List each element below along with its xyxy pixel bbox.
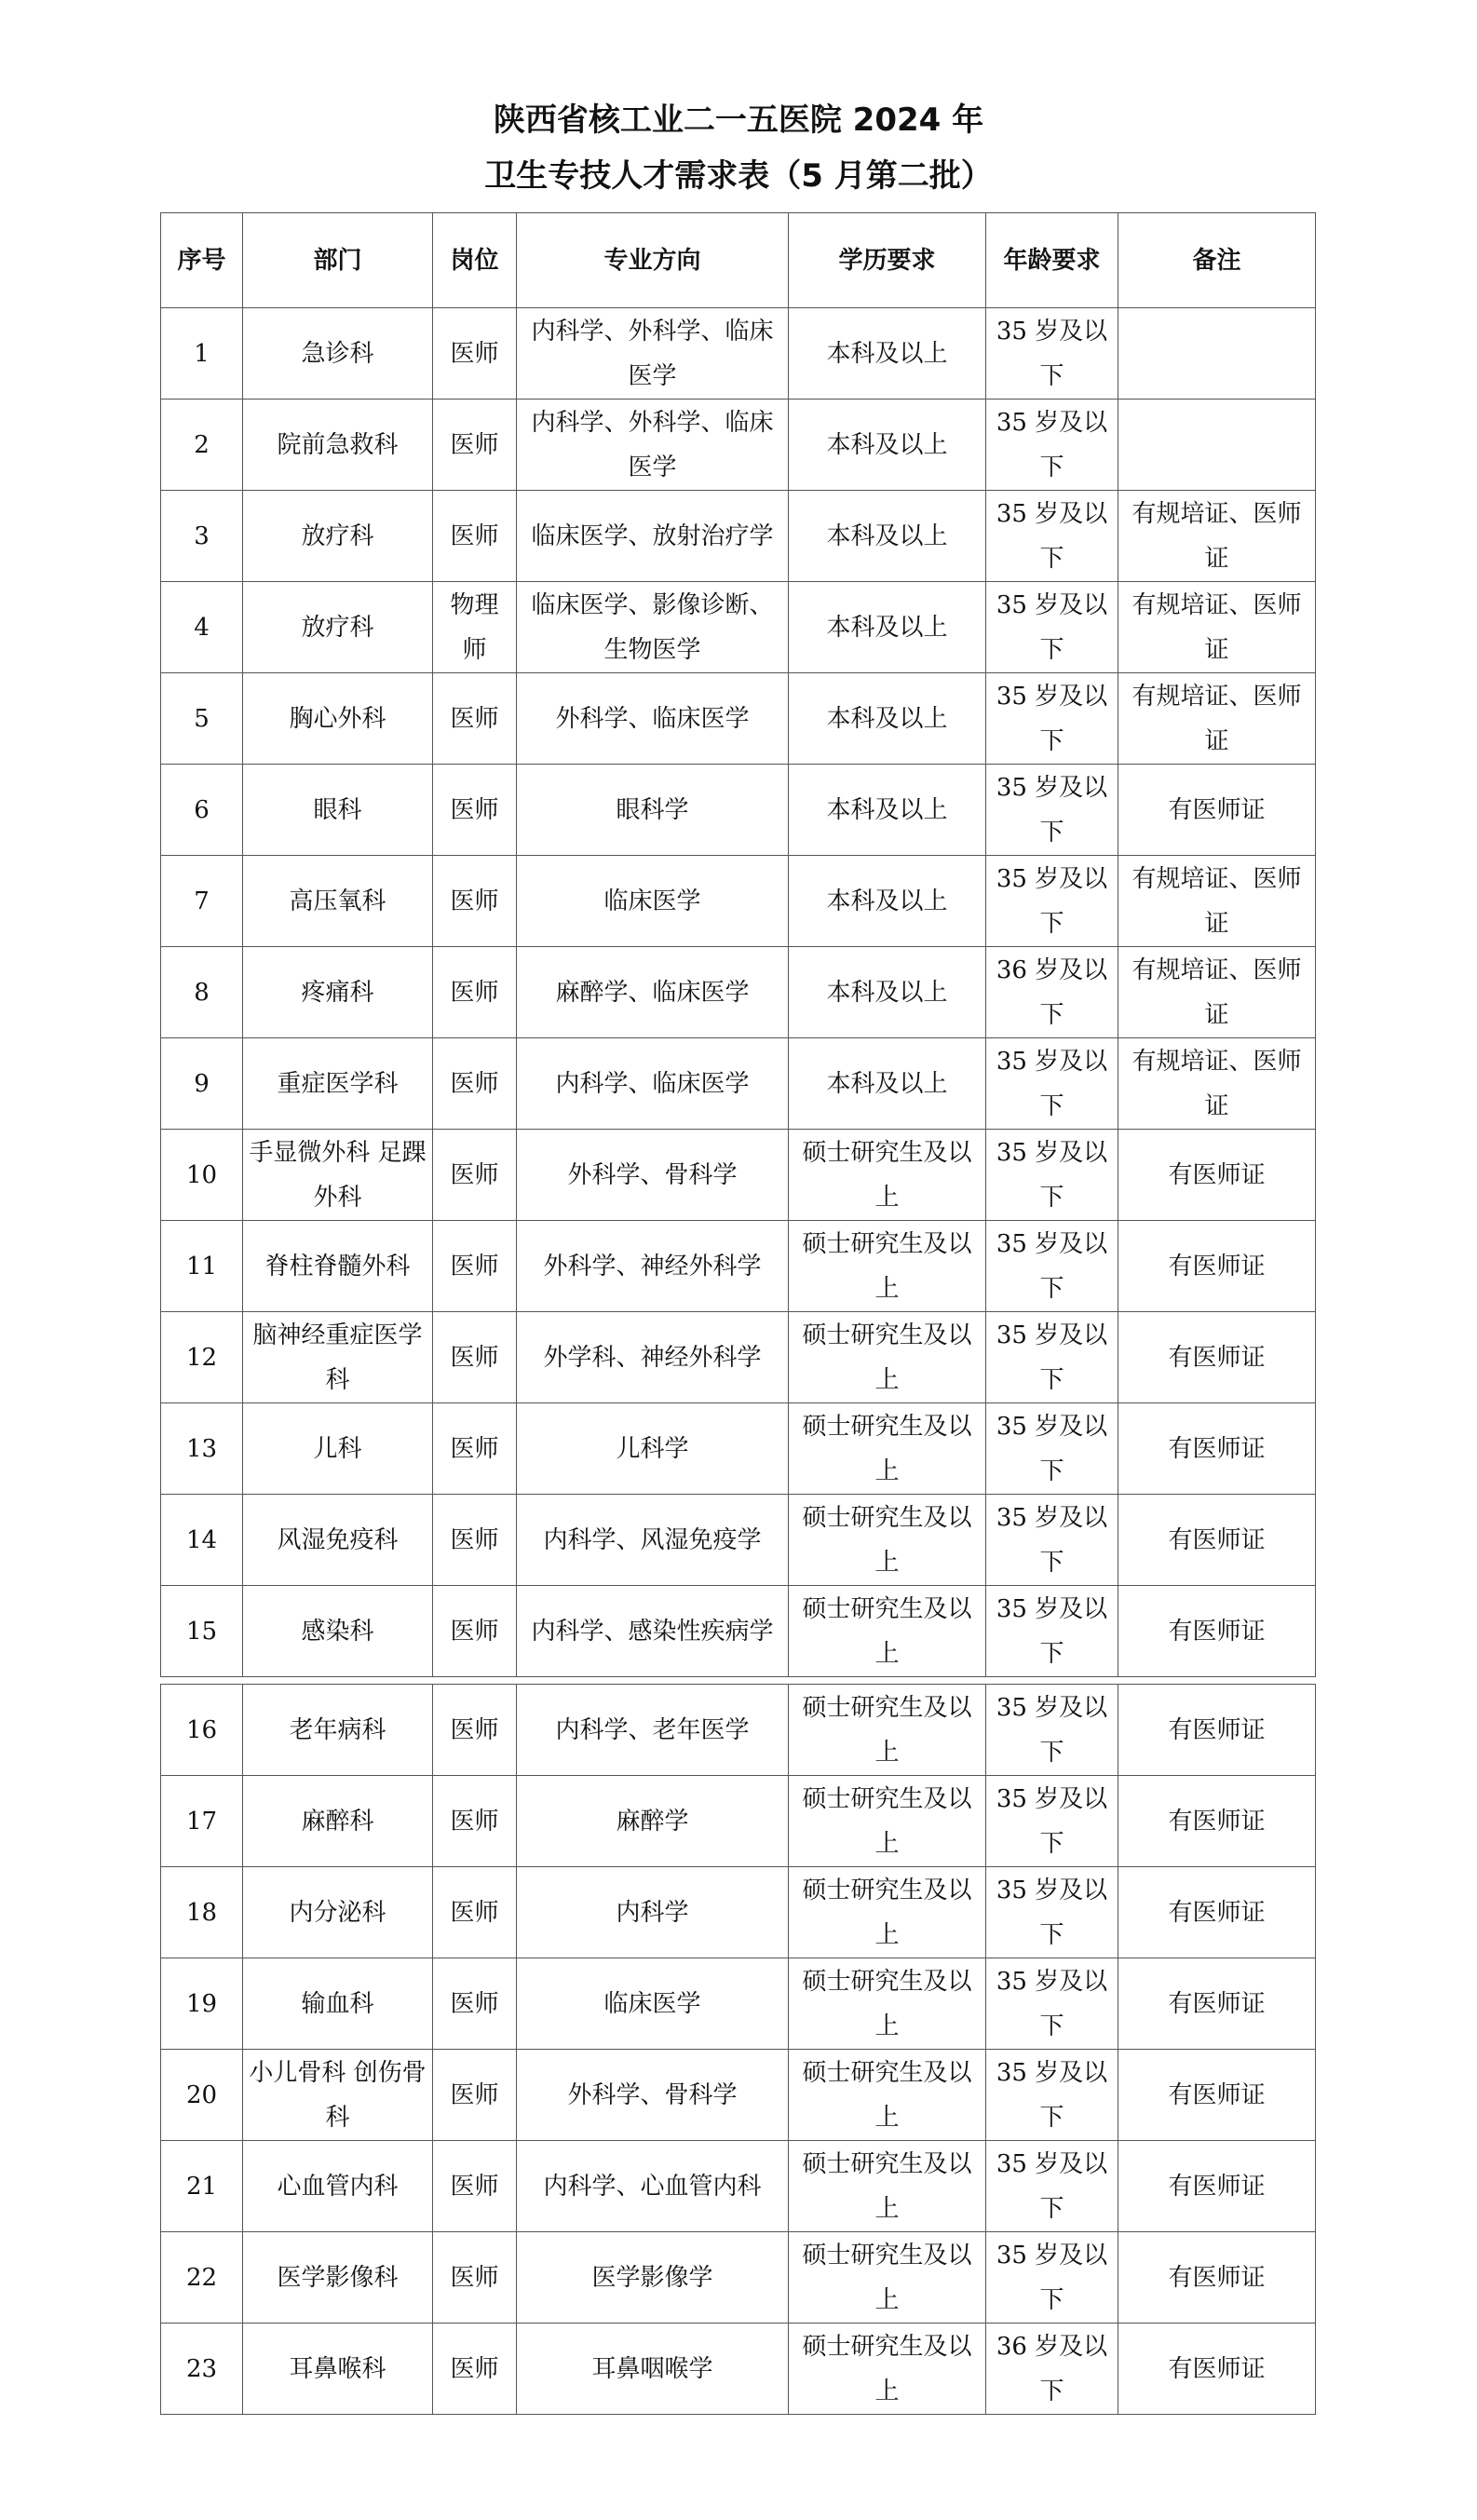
header-cell-post: 岗位 — [433, 213, 517, 308]
cell-major: 临床医学、放射治疗学 — [517, 491, 789, 582]
cell-post: 医师 — [433, 2324, 517, 2415]
cell-no: 12 — [161, 1312, 243, 1403]
cell-post: 医师 — [433, 2232, 517, 2324]
cell-dept: 内分泌科 — [243, 1867, 433, 1958]
cell-edu: 硕士研究生及以上 — [789, 1867, 986, 1958]
cell-edu: 本科及以上 — [789, 856, 986, 947]
cell-note — [1118, 400, 1316, 491]
cell-edu: 硕士研究生及以上 — [789, 1685, 986, 1776]
table-row — [161, 308, 1316, 400]
cell-major: 临床医学、影像诊断、生物医学 — [517, 582, 789, 673]
header-cell-major: 专业方向 — [517, 213, 789, 308]
page-title: 陕西省核工业二一五医院 2024 年 — [493, 102, 984, 139]
cell-edu: 本科及以上 — [789, 673, 986, 765]
cell-age: 35 岁及以下 — [986, 673, 1118, 765]
cell-dept: 老年病科 — [243, 1685, 433, 1776]
cell-note: 有医师证 — [1118, 1776, 1316, 1867]
cell-dept: 手显微外科 足踝外科 — [243, 1130, 433, 1221]
cell-age: 36 岁及以下 — [986, 947, 1118, 1038]
cell-no: 3 — [161, 491, 243, 582]
cell-edu: 硕士研究生及以上 — [789, 1221, 986, 1312]
cell-dept: 胸心外科 — [243, 673, 433, 765]
table-row — [161, 1403, 1316, 1495]
cell-major: 麻醉学 — [517, 1776, 789, 1867]
cell-post: 医师 — [433, 1130, 517, 1221]
cell-post: 医师 — [433, 1867, 517, 1958]
cell-no: 9 — [161, 1038, 243, 1130]
cell-post: 医师 — [433, 1312, 517, 1403]
cell-note: 有医师证 — [1118, 1867, 1316, 1958]
cell-note: 有医师证 — [1118, 1221, 1316, 1312]
table-header-row — [161, 213, 1316, 308]
cell-post: 医师 — [433, 1586, 517, 1677]
cell-post: 医师 — [433, 1685, 517, 1776]
table-row — [161, 1312, 1316, 1403]
header-cell-dept: 部门 — [243, 213, 433, 308]
cell-dept: 急诊科 — [243, 308, 433, 400]
cell-post: 医师 — [433, 673, 517, 765]
cell-major: 外科学、骨科学 — [517, 2050, 789, 2141]
cell-no: 16 — [161, 1685, 243, 1776]
cell-note: 有医师证 — [1118, 2324, 1316, 2415]
cell-post: 医师 — [433, 1776, 517, 1867]
cell-age: 35 岁及以下 — [986, 1403, 1118, 1495]
cell-dept: 眼科 — [243, 765, 433, 856]
cell-age: 35 岁及以下 — [986, 2232, 1118, 2324]
cell-age: 35 岁及以下 — [986, 1685, 1118, 1776]
cell-note: 有医师证 — [1118, 765, 1316, 856]
cell-note: 有规培证、医师证 — [1118, 1038, 1316, 1130]
cell-no: 23 — [161, 2324, 243, 2415]
cell-post: 医师 — [433, 1495, 517, 1586]
cell-no: 13 — [161, 1403, 243, 1495]
cell-major: 外科学、神经外科学 — [517, 1221, 789, 1312]
cell-age: 35 岁及以下 — [986, 1130, 1118, 1221]
cell-post: 医师 — [433, 400, 517, 491]
table-row — [161, 1586, 1316, 1677]
cell-age: 35 岁及以下 — [986, 1038, 1118, 1130]
cell-edu: 硕士研究生及以上 — [789, 1776, 986, 1867]
table-row — [161, 765, 1316, 856]
cell-major: 外科学、临床医学 — [517, 673, 789, 765]
table-row — [161, 2232, 1316, 2324]
cell-major: 内科学、风湿免疫学 — [517, 1495, 789, 1586]
cell-dept: 风湿免疫科 — [243, 1495, 433, 1586]
cell-edu: 本科及以上 — [789, 400, 986, 491]
cell-post: 医师 — [433, 491, 517, 582]
cell-age: 35 岁及以下 — [986, 856, 1118, 947]
header-cell-note: 备注 — [1118, 213, 1316, 308]
cell-post: 医师 — [433, 1038, 517, 1130]
cell-age: 35 岁及以下 — [986, 1958, 1118, 2050]
cell-major: 内科学、心血管内科 — [517, 2141, 789, 2232]
cell-note: 有规培证、医师证 — [1118, 856, 1316, 947]
cell-no: 21 — [161, 2141, 243, 2232]
cell-note: 有医师证 — [1118, 2141, 1316, 2232]
cell-post: 医师 — [433, 765, 517, 856]
table-row — [161, 1221, 1316, 1312]
cell-edu: 本科及以上 — [789, 491, 986, 582]
cell-dept: 感染科 — [243, 1586, 433, 1677]
cell-major: 外科学、骨科学 — [517, 1130, 789, 1221]
cell-note: 有医师证 — [1118, 1130, 1316, 1221]
cell-age: 35 岁及以下 — [986, 2050, 1118, 2141]
cell-no: 17 — [161, 1776, 243, 1867]
cell-no: 6 — [161, 765, 243, 856]
cell-major: 内科学、外科学、临床医学 — [517, 308, 789, 400]
cell-dept: 脑神经重症医学科 — [243, 1312, 433, 1403]
cell-dept: 小儿骨科 创伤骨科 — [243, 2050, 433, 2141]
cell-note: 有医师证 — [1118, 1958, 1316, 2050]
cell-edu: 硕士研究生及以上 — [789, 1403, 986, 1495]
cell-age: 35 岁及以下 — [986, 1776, 1118, 1867]
cell-note: 有医师证 — [1118, 1403, 1316, 1495]
cell-age: 35 岁及以下 — [986, 1495, 1118, 1586]
cell-post: 医师 — [433, 1221, 517, 1312]
table-row — [161, 1495, 1316, 1586]
cell-note: 有规培证、医师证 — [1118, 582, 1316, 673]
cell-note: 有医师证 — [1118, 1685, 1316, 1776]
cell-major: 临床医学 — [517, 1958, 789, 2050]
table-row — [161, 1867, 1316, 1958]
cell-edu: 硕士研究生及以上 — [789, 2232, 986, 2324]
cell-dept: 耳鼻喉科 — [243, 2324, 433, 2415]
cell-no: 4 — [161, 582, 243, 673]
cell-age: 35 岁及以下 — [986, 582, 1118, 673]
cell-major: 麻醉学、临床医学 — [517, 947, 789, 1038]
cell-dept: 疼痛科 — [243, 947, 433, 1038]
table-row — [161, 2141, 1316, 2232]
table-row — [161, 2050, 1316, 2141]
cell-no: 7 — [161, 856, 243, 947]
cell-note — [1118, 308, 1316, 400]
requirements-table-page2 — [160, 1684, 1316, 2415]
page-subtitle: 卫生专技人才需求表（5 月第二批） — [484, 157, 993, 195]
cell-edu: 硕士研究生及以上 — [789, 1312, 986, 1403]
cell-dept: 输血科 — [243, 1958, 433, 2050]
cell-dept: 放疗科 — [243, 582, 433, 673]
cell-edu: 本科及以上 — [789, 308, 986, 400]
cell-edu: 硕士研究生及以上 — [789, 1586, 986, 1677]
table-row — [161, 947, 1316, 1038]
cell-no: 22 — [161, 2232, 243, 2324]
cell-age: 35 岁及以下 — [986, 491, 1118, 582]
header-cell-edu: 学历要求 — [789, 213, 986, 308]
table-row — [161, 1685, 1316, 1776]
cell-major: 内科学 — [517, 1867, 789, 1958]
cell-major: 儿科学 — [517, 1403, 789, 1495]
cell-note: 有医师证 — [1118, 1586, 1316, 1677]
cell-major: 眼科学 — [517, 765, 789, 856]
cell-no: 14 — [161, 1495, 243, 1586]
cell-dept: 放疗科 — [243, 491, 433, 582]
table-row — [161, 1130, 1316, 1221]
cell-edu: 本科及以上 — [789, 765, 986, 856]
table-row — [161, 1038, 1316, 1130]
cell-age: 36 岁及以下 — [986, 2324, 1118, 2415]
cell-note: 有规培证、医师证 — [1118, 673, 1316, 765]
cell-age: 35 岁及以下 — [986, 1312, 1118, 1403]
cell-edu: 本科及以上 — [789, 1038, 986, 1130]
cell-edu: 硕士研究生及以上 — [789, 1958, 986, 2050]
cell-edu: 硕士研究生及以上 — [789, 2141, 986, 2232]
cell-no: 10 — [161, 1130, 243, 1221]
cell-edu: 硕士研究生及以上 — [789, 1130, 986, 1221]
cell-post: 医师 — [433, 1403, 517, 1495]
cell-no: 5 — [161, 673, 243, 765]
table-row — [161, 673, 1316, 765]
header-cell-no: 序号 — [161, 213, 243, 308]
header-cell-age: 年龄要求 — [986, 213, 1118, 308]
cell-dept: 心血管内科 — [243, 2141, 433, 2232]
cell-note: 有医师证 — [1118, 2050, 1316, 2141]
cell-major: 医学影像学 — [517, 2232, 789, 2324]
cell-age: 35 岁及以下 — [986, 308, 1118, 400]
cell-dept: 脊柱脊髓外科 — [243, 1221, 433, 1312]
cell-no: 8 — [161, 947, 243, 1038]
cell-note: 有规培证、医师证 — [1118, 947, 1316, 1038]
cell-major: 内科学、临床医学 — [517, 1038, 789, 1130]
requirements-table-page1 — [160, 212, 1316, 1677]
table-row — [161, 1776, 1316, 1867]
cell-post: 医师 — [433, 1958, 517, 2050]
cell-dept: 重症医学科 — [243, 1038, 433, 1130]
cell-post: 医师 — [433, 947, 517, 1038]
cell-dept: 儿科 — [243, 1403, 433, 1495]
cell-major: 耳鼻咽喉学 — [517, 2324, 789, 2415]
cell-dept: 麻醉科 — [243, 1776, 433, 1867]
table-row — [161, 1958, 1316, 2050]
cell-major: 内科学、外科学、临床医学 — [517, 400, 789, 491]
cell-age: 35 岁及以下 — [986, 1221, 1118, 1312]
cell-edu: 硕士研究生及以上 — [789, 2324, 986, 2415]
cell-no: 18 — [161, 1867, 243, 1958]
cell-note: 有规培证、医师证 — [1118, 491, 1316, 582]
cell-major: 内科学、老年医学 — [517, 1685, 789, 1776]
cell-dept: 院前急救科 — [243, 400, 433, 491]
cell-post: 医师 — [433, 308, 517, 400]
cell-post: 医师 — [433, 2050, 517, 2141]
cell-no: 15 — [161, 1586, 243, 1677]
cell-dept: 医学影像科 — [243, 2232, 433, 2324]
cell-no: 20 — [161, 2050, 243, 2141]
cell-age: 35 岁及以下 — [986, 765, 1118, 856]
cell-edu: 硕士研究生及以上 — [789, 1495, 986, 1586]
cell-note: 有医师证 — [1118, 2232, 1316, 2324]
cell-no: 11 — [161, 1221, 243, 1312]
cell-no: 2 — [161, 400, 243, 491]
table-row — [161, 2324, 1316, 2415]
cell-post: 医师 — [433, 856, 517, 947]
table-row — [161, 400, 1316, 491]
cell-edu: 本科及以上 — [789, 582, 986, 673]
cell-major: 内科学、感染性疾病学 — [517, 1586, 789, 1677]
table-row — [161, 856, 1316, 947]
cell-note: 有医师证 — [1118, 1495, 1316, 1586]
cell-age: 35 岁及以下 — [986, 2141, 1118, 2232]
cell-age: 35 岁及以下 — [986, 400, 1118, 491]
cell-edu: 硕士研究生及以上 — [789, 2050, 986, 2141]
cell-no: 1 — [161, 308, 243, 400]
table-row — [161, 582, 1316, 673]
cell-dept: 高压氧科 — [243, 856, 433, 947]
cell-note: 有医师证 — [1118, 1312, 1316, 1403]
cell-age: 35 岁及以下 — [986, 1586, 1118, 1677]
cell-major: 外学科、神经外科学 — [517, 1312, 789, 1403]
cell-post: 物理师 — [433, 582, 517, 673]
cell-age: 35 岁及以下 — [986, 1867, 1118, 1958]
table-row — [161, 491, 1316, 582]
cell-no: 19 — [161, 1958, 243, 2050]
cell-major: 临床医学 — [517, 856, 789, 947]
cell-post: 医师 — [433, 2141, 517, 2232]
cell-edu: 本科及以上 — [789, 947, 986, 1038]
